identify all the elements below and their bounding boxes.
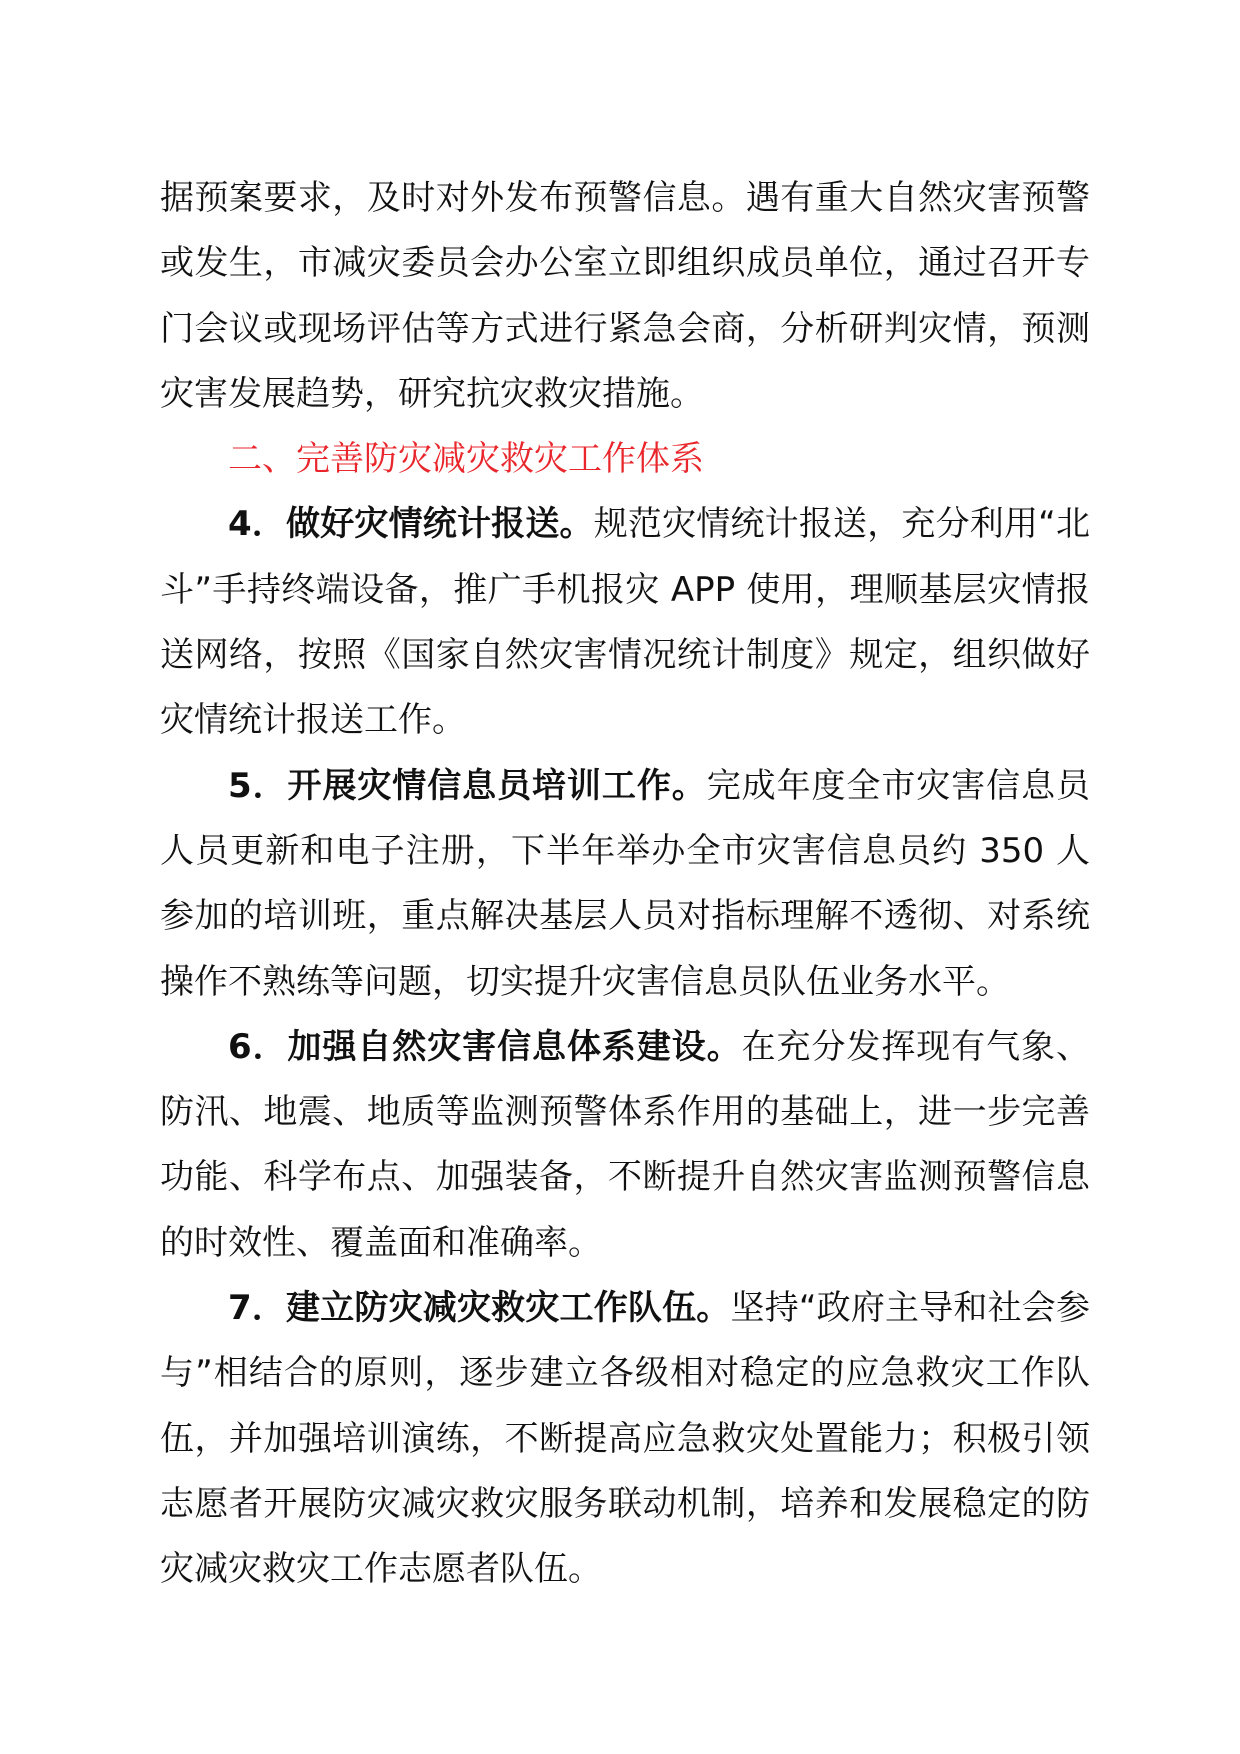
item-4-body: 规范灾情统计报送，充分利用“北斗”手持终端设备，推广手机报灾 APP 使用，理顺基层灾情报送网络，按照《国家自然灾害情况统计制度》规定，组织做好灾情统计报送工作。 [160,504,1090,741]
item-7-body: 坚持“政府主导和社会参与”相结合的原则，逐步建立各级相对稳定的应急救灾工作队伍，并加强培训演练，不断提高应急救灾处置能力；积极引领志愿者开展防灾减灾救灾服务联动机制，培养和发展稳定的防灾减灾救灾工作志愿者队伍。 [160,1288,1091,1590]
item-4-lead: 4．做好灾情统计报送。 [228,504,594,545]
paragraph-continued: 据预案要求，及时对外发布预警信息。遇有重大自然灾害预警或发生，市减灾委员会办公室立即组织成员单位，通过召开专门会议或现场评估等方式进行紧急会商，分析研判灾情，预测灾害发展趋势，研究抗灾救灾措施。 [160,178,1090,414]
item-5-lead: 5．开展灾情信息员培训工作。 [228,765,707,806]
item-4-paragraph [160,492,1090,753]
item-6-lead: 6．加强自然灾害信息体系建设。 [228,1026,742,1067]
document-page [160,166,1090,1603]
item-7-lead: 7．建立防灾减灾救灾工作队伍。 [228,1288,731,1329]
item-7-paragraph [160,1276,1090,1602]
section-heading: 二、完善防灾减灾救灾工作体系 [228,439,704,480]
item-6-paragraph [160,1015,1090,1276]
item-5-paragraph [160,754,1090,1015]
item-6-body: 在充分发挥现有气象、防汛、地震、地质等监测预警体系作用的基础上，进一步完善功能、科学布点、加强装备，不断提升自然灾害监测预警信息的时效性、覆盖面和准确率。 [160,1026,1091,1263]
item-5-body: 完成年度全市灾害信息员人员更新和电子注册，下半年举办全市灾害信息员约 350 人参加的培训班，重点解决基层人员对指标理解不透彻、对系统操作不熟练等问题，切实提升灾害信息员队伍业务水平。 [160,765,1091,1002]
